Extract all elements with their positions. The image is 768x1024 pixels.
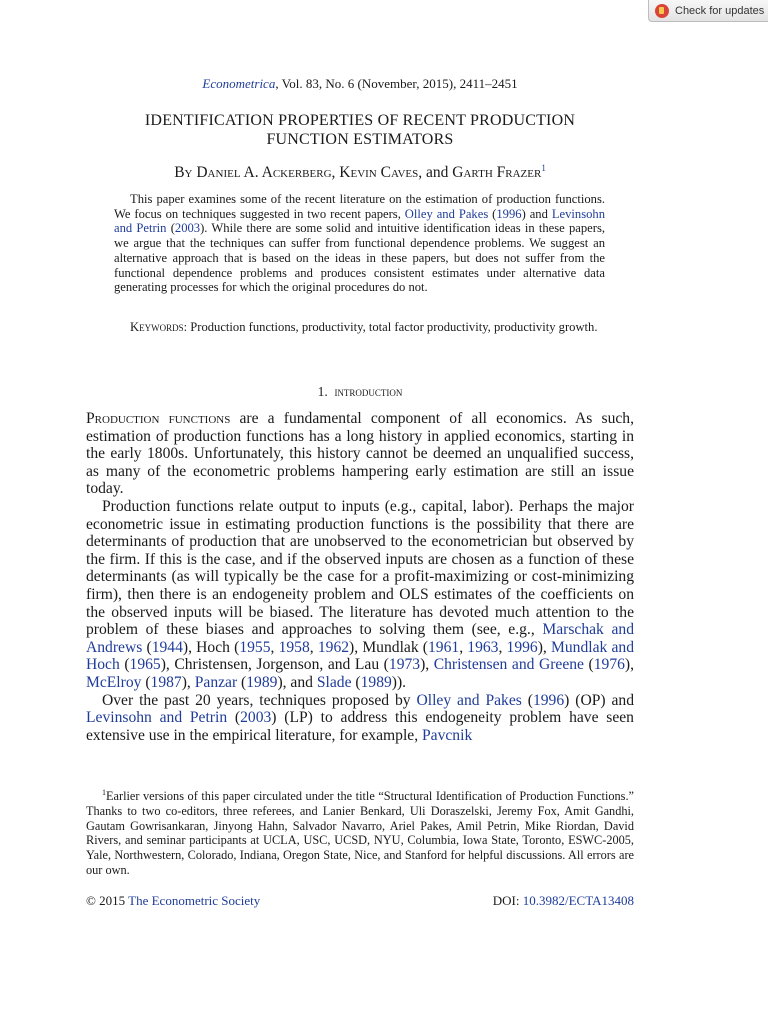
cite-year[interactable]: 1989: [360, 673, 392, 691]
ref-levinsohn-petrin-link[interactable]: Levinsohn and Petrin: [114, 206, 605, 236]
ref-olley-pakes-link[interactable]: Olley and Pakes: [404, 206, 489, 221]
cite-year[interactable]: 1944: [151, 638, 183, 656]
author-caves: Kevin Caves: [339, 164, 419, 182]
journal-citation: [86, 76, 634, 92]
cite-levinsohn-petrin[interactable]: Levinsohn and Petrin: [86, 709, 228, 727]
doi: [493, 893, 634, 909]
paragraph-text: are a fundamental component of all economics. As such, estimation of production functions has a long history in applied economics, starting in the early 1800s. Unfortunately, this history cannot be deemed an unqualified success, as many of the econometric problems hampering early estimation are still an issue today.: [86, 410, 635, 498]
paper-title: [86, 111, 634, 149]
paragraph-text: (LP) to address this endogeneity problem have seen extensive use in the empirical literature, for example,: [86, 709, 634, 744]
author-frazer: Garth Frazer: [452, 164, 542, 182]
paragraph-text: (OP) and: [569, 691, 634, 709]
ref-levinsohn-petrin-year-link[interactable]: 2003: [174, 221, 201, 236]
section-title: introduction: [334, 384, 403, 399]
footnote-1-marker-link[interactable]: 1: [541, 163, 546, 173]
cite-year[interactable]: 1987: [150, 673, 182, 691]
paragraph-text: Production functions relate output to inputs (e.g., capital, labor). Perhaps the major econometric issue in estimating production functions is the possibility that there are determinants of production that are unobserved to the econometrician but observed by the firm. If this is the case, and if the observed inputs are chosen as a function of these determinants (as will typically be the case for a profit-maximizing or cost-minimizing firm), then there is an endogeneity problem and OLS estimates of the coefficients on the observed inputs will be biased. The literature has devoted much attention to the problem of these biases and approaches to solving them (see, e.g.,: [86, 497, 634, 639]
abstract-text: (: [166, 221, 175, 236]
cite-year[interactable]: 1973: [388, 656, 421, 674]
cite-year[interactable]: 2003: [240, 709, 272, 727]
cite-author: Christensen, Jorgenson, and Lau: [174, 656, 380, 674]
footnote-1: [86, 786, 634, 878]
paragraph-2: Production functions relate output to inputs (e.g., capital, labor). Perhaps the major econometric issue in estimating production functions is the possibility that there are determinants of production that are unobserved to the econometrician but observed by the firm. If this is the case, and if the observed inputs are chosen as a function of these determinants (as will typically be the case for a profit-maximizing or cost-minimizing firm), then there is an endogeneity problem and OLS estimates of the coefficients on the observed inputs will be biased. The literature has devoted much attention to the problem of these biases and approaches to solving them (see, e.g., Marschak and Andrews (1944), Hoch (1955, 1958, 1962), Mundlak (1961, 1963, 1996), Mundlak and Hoch (1965), Christensen, Jorgenson, and Lau (1973), Christensen and Greene (1976), McElroy (1987), Panzar (1989), and Slade (1989)).: [86, 497, 634, 691]
econometric-society-link[interactable]: The Econometric Society: [128, 893, 261, 908]
section-heading: [86, 384, 634, 400]
title-line-1: IDENTIFICATION PROPERTIES OF RECENT PRODUCTION: [144, 112, 576, 129]
cite-year[interactable]: 1962: [317, 638, 350, 656]
paragraph-1: [86, 410, 634, 498]
cite-slade[interactable]: Slade: [316, 673, 352, 691]
cite-marschak-andrews[interactable]: Marschak and Andrews: [86, 621, 634, 656]
cite-year[interactable]: 1996: [506, 638, 538, 656]
cite-panzar[interactable]: Panzar: [194, 673, 238, 691]
paragraph-text: Over the past 20 years, techniques proposed by: [102, 691, 417, 709]
abstract: [114, 192, 605, 295]
abstract-text: (: [488, 206, 497, 221]
section-number: 1.: [317, 384, 328, 399]
abstract-text: This paper examines some of the recent literature on the estimation of production functions. We focus on techniques suggested in two recent papers,: [114, 192, 605, 221]
doi-label: DOI:: [492, 893, 523, 908]
keywords-label: Keywords: [130, 320, 184, 334]
cite-olley-pakes[interactable]: Olley and Pakes: [416, 691, 522, 709]
cite-year[interactable]: 1963: [467, 638, 499, 656]
ref-olley-pakes-year-link[interactable]: 1996: [496, 206, 522, 221]
check-for-updates-button[interactable]: [648, 0, 768, 22]
keywords-text: : Production functions, productivity, total factor productivity, productivity growth.: [183, 320, 598, 334]
doi-link[interactable]: 10.3982/ECTA13408: [522, 893, 634, 908]
cite-year[interactable]: 1965: [129, 656, 161, 674]
cite-year[interactable]: 1955: [239, 638, 271, 656]
cite-year[interactable]: 1989: [246, 673, 278, 691]
cite-mcelroy[interactable]: McElroy: [86, 673, 142, 691]
cite-pavcnik[interactable]: Pavcnik: [422, 726, 473, 744]
keywords: [114, 320, 605, 335]
footnote-mark: 1: [102, 788, 106, 797]
copyright: [86, 893, 260, 909]
cite-year[interactable]: 1958: [278, 638, 310, 656]
crossmark-icon: [655, 4, 669, 18]
title-line-2: FUNCTION ESTIMATORS: [266, 131, 454, 148]
paragraph-3: Over the past 20 years, techniques proposed by Olley and Pakes (1996) (OP) and Levinsohn and Petrin (2003) (LP) to address this endogeneity problem have seen extensive use in the empirical literature, for example, Pavcnik: [86, 691, 634, 744]
abstract-text: ). While there are some solid and intuitive identification ideas in these papers, we argue that the techniques can suffer from functional dependence problems. We suggest an alternative approach that is based on the ideas in these papers, but does not suffer from the functional dependence problems and produces consistent estimates under alternative data generating processes for which the original procedures do not.: [114, 221, 605, 295]
body-text: [86, 410, 634, 744]
citation-details: , Vol. 83, No. 6 (November, 2015), 2411–2451: [275, 76, 518, 91]
cite-year[interactable]: 1961: [428, 638, 460, 656]
author-byline: [86, 163, 634, 182]
journal-name-link[interactable]: Econometrica: [202, 76, 276, 91]
cite-year[interactable]: 1996: [532, 691, 565, 709]
cite-christensen-greene[interactable]: Christensen and Greene: [433, 656, 584, 674]
author-ackerberg: Daniel A. Ackerberg: [196, 164, 332, 182]
footnote-text: Earlier versions of this paper circulated under the title “Structural Identification of Production Functions.” Thanks to two co-editors, three referees, and Lanier Benkard, Uli Doraszelski, Jeremy Fox, Amit Gandhi, Gautam Gowrisankaran, Jinyong Hahn, Salvador Navarro, Ariel Pakes, Amil Petrin, Mike Riordan, David Rivers, and seminar participants at UCLA, USC, UCSD, NYU, Columbia, Iowa State, Toronto, ESWC-2005, Yale, Northwestern, Colorado, Indiana, Oregon State, Nice, and Stanford for helpful discussions. All errors are our own.: [86, 789, 634, 878]
cite-year[interactable]: 1976: [593, 656, 625, 674]
byline-by: By: [174, 164, 193, 182]
abstract-text: ) and: [521, 206, 552, 221]
cite-author: Mundlak: [362, 638, 419, 656]
author-separator: ,: [331, 164, 340, 182]
paragraph-lead: Production functions: [86, 410, 231, 427]
copyright-text: © 2015: [86, 893, 129, 908]
check-for-updates-label: Check for updates: [675, 4, 765, 17]
abstract-paragraph: [114, 192, 605, 295]
cite-author: Hoch: [196, 638, 230, 656]
author-separator: , and: [418, 164, 453, 182]
cite-mundlak-hoch[interactable]: Mundlak and Hoch: [86, 638, 634, 674]
page-footer: [86, 893, 634, 909]
